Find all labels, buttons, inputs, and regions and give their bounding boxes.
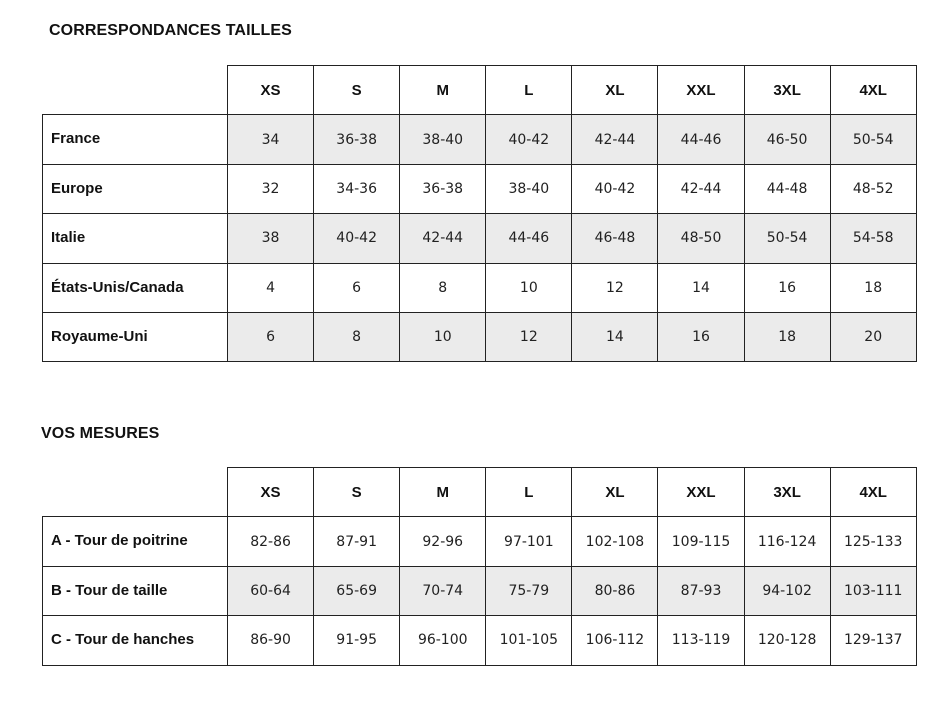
table-cell: 8 bbox=[400, 263, 486, 312]
table-row bbox=[43, 164, 917, 213]
column-header: XL bbox=[572, 468, 658, 517]
table-cell: 42-44 bbox=[658, 164, 744, 213]
column-header: XL bbox=[572, 66, 658, 115]
column-header: L bbox=[486, 66, 572, 115]
table-cell: 18 bbox=[830, 263, 916, 312]
table-cell: 34-36 bbox=[314, 164, 400, 213]
table-header-row bbox=[43, 66, 917, 115]
table-cell: 40-42 bbox=[486, 115, 572, 164]
column-header: S bbox=[314, 66, 400, 115]
column-header: S bbox=[314, 468, 400, 517]
table-cell: 116-124 bbox=[744, 517, 830, 566]
table-cell: 32 bbox=[228, 164, 314, 213]
table-cell: 82-86 bbox=[228, 517, 314, 566]
table-row bbox=[43, 115, 917, 164]
column-header: M bbox=[400, 66, 486, 115]
table-row bbox=[43, 616, 917, 665]
table-cell: 44-48 bbox=[744, 164, 830, 213]
column-header: M bbox=[400, 468, 486, 517]
table-cell: 48-52 bbox=[830, 164, 916, 213]
table-cell: 80-86 bbox=[572, 566, 658, 615]
column-header: 3XL bbox=[744, 468, 830, 517]
table-cell: 106-112 bbox=[572, 616, 658, 665]
measurements-title: VOS MESURES bbox=[41, 425, 160, 442]
table-cell: 6 bbox=[314, 263, 400, 312]
table-cell: 12 bbox=[486, 312, 572, 361]
row-label: A - Tour de poitrine bbox=[43, 517, 228, 566]
table-cell: 40-42 bbox=[314, 214, 400, 263]
table-cell: 54-58 bbox=[830, 214, 916, 263]
table-cell: 109-115 bbox=[658, 517, 744, 566]
row-label: B - Tour de taille bbox=[43, 566, 228, 615]
column-header: XS bbox=[228, 66, 314, 115]
column-header: 4XL bbox=[830, 468, 916, 517]
row-label: C - Tour de hanches bbox=[43, 616, 228, 665]
table-cell: 14 bbox=[572, 312, 658, 361]
table-cell: 97-101 bbox=[486, 517, 572, 566]
table-cell: 40-42 bbox=[572, 164, 658, 213]
table-cell: 38-40 bbox=[486, 164, 572, 213]
row-label: Royaume-Uni bbox=[43, 312, 228, 361]
table-corner bbox=[43, 66, 228, 115]
table-cell: 50-54 bbox=[830, 115, 916, 164]
row-label: États-Unis/Canada bbox=[43, 263, 228, 312]
measurements-table bbox=[42, 467, 917, 666]
table-cell: 120-128 bbox=[744, 616, 830, 665]
column-header: L bbox=[486, 468, 572, 517]
table-corner bbox=[43, 468, 228, 517]
size-correspondence-title: CORRESPONDANCES TAILLES bbox=[49, 22, 292, 39]
table-cell: 46-50 bbox=[744, 115, 830, 164]
row-label: Europe bbox=[43, 164, 228, 213]
table-cell: 6 bbox=[228, 312, 314, 361]
table-row bbox=[43, 312, 917, 361]
table-cell: 103-111 bbox=[830, 566, 916, 615]
table-cell: 8 bbox=[314, 312, 400, 361]
table-cell: 94-102 bbox=[744, 566, 830, 615]
table-cell: 60-64 bbox=[228, 566, 314, 615]
column-header: XS bbox=[228, 468, 314, 517]
table-cell: 14 bbox=[658, 263, 744, 312]
table-cell: 10 bbox=[486, 263, 572, 312]
table-cell: 70-74 bbox=[400, 566, 486, 615]
table-cell: 92-96 bbox=[400, 517, 486, 566]
table-cell: 34 bbox=[228, 115, 314, 164]
table-cell: 44-46 bbox=[658, 115, 744, 164]
table-cell: 91-95 bbox=[314, 616, 400, 665]
table-cell: 113-119 bbox=[658, 616, 744, 665]
table-cell: 20 bbox=[830, 312, 916, 361]
row-label: Italie bbox=[43, 214, 228, 263]
table-cell: 44-46 bbox=[486, 214, 572, 263]
table-cell: 87-93 bbox=[658, 566, 744, 615]
size-correspondence-table bbox=[42, 65, 917, 362]
table-row bbox=[43, 517, 917, 566]
table-row bbox=[43, 566, 917, 615]
table-cell: 87-91 bbox=[314, 517, 400, 566]
table-cell: 48-50 bbox=[658, 214, 744, 263]
table-cell: 102-108 bbox=[572, 517, 658, 566]
table-cell: 36-38 bbox=[400, 164, 486, 213]
table-cell: 42-44 bbox=[572, 115, 658, 164]
column-header: 4XL bbox=[830, 66, 916, 115]
table-row bbox=[43, 214, 917, 263]
table-cell: 16 bbox=[658, 312, 744, 361]
table-cell: 125-133 bbox=[830, 517, 916, 566]
table-cell: 65-69 bbox=[314, 566, 400, 615]
table-cell: 42-44 bbox=[400, 214, 486, 263]
column-header: 3XL bbox=[744, 66, 830, 115]
table-cell: 10 bbox=[400, 312, 486, 361]
table-cell: 96-100 bbox=[400, 616, 486, 665]
table-cell: 129-137 bbox=[830, 616, 916, 665]
column-header: XXL bbox=[658, 66, 744, 115]
table-cell: 75-79 bbox=[486, 566, 572, 615]
table-cell: 18 bbox=[744, 312, 830, 361]
table-cell: 4 bbox=[228, 263, 314, 312]
table-cell: 38 bbox=[228, 214, 314, 263]
table-cell: 50-54 bbox=[744, 214, 830, 263]
table-header-row bbox=[43, 468, 917, 517]
column-header: XXL bbox=[658, 468, 744, 517]
table-cell: 101-105 bbox=[486, 616, 572, 665]
table-cell: 36-38 bbox=[314, 115, 400, 164]
table-cell: 86-90 bbox=[228, 616, 314, 665]
table-cell: 12 bbox=[572, 263, 658, 312]
table-cell: 46-48 bbox=[572, 214, 658, 263]
table-cell: 38-40 bbox=[400, 115, 486, 164]
table-cell: 16 bbox=[744, 263, 830, 312]
row-label: France bbox=[43, 115, 228, 164]
table-row bbox=[43, 263, 917, 312]
